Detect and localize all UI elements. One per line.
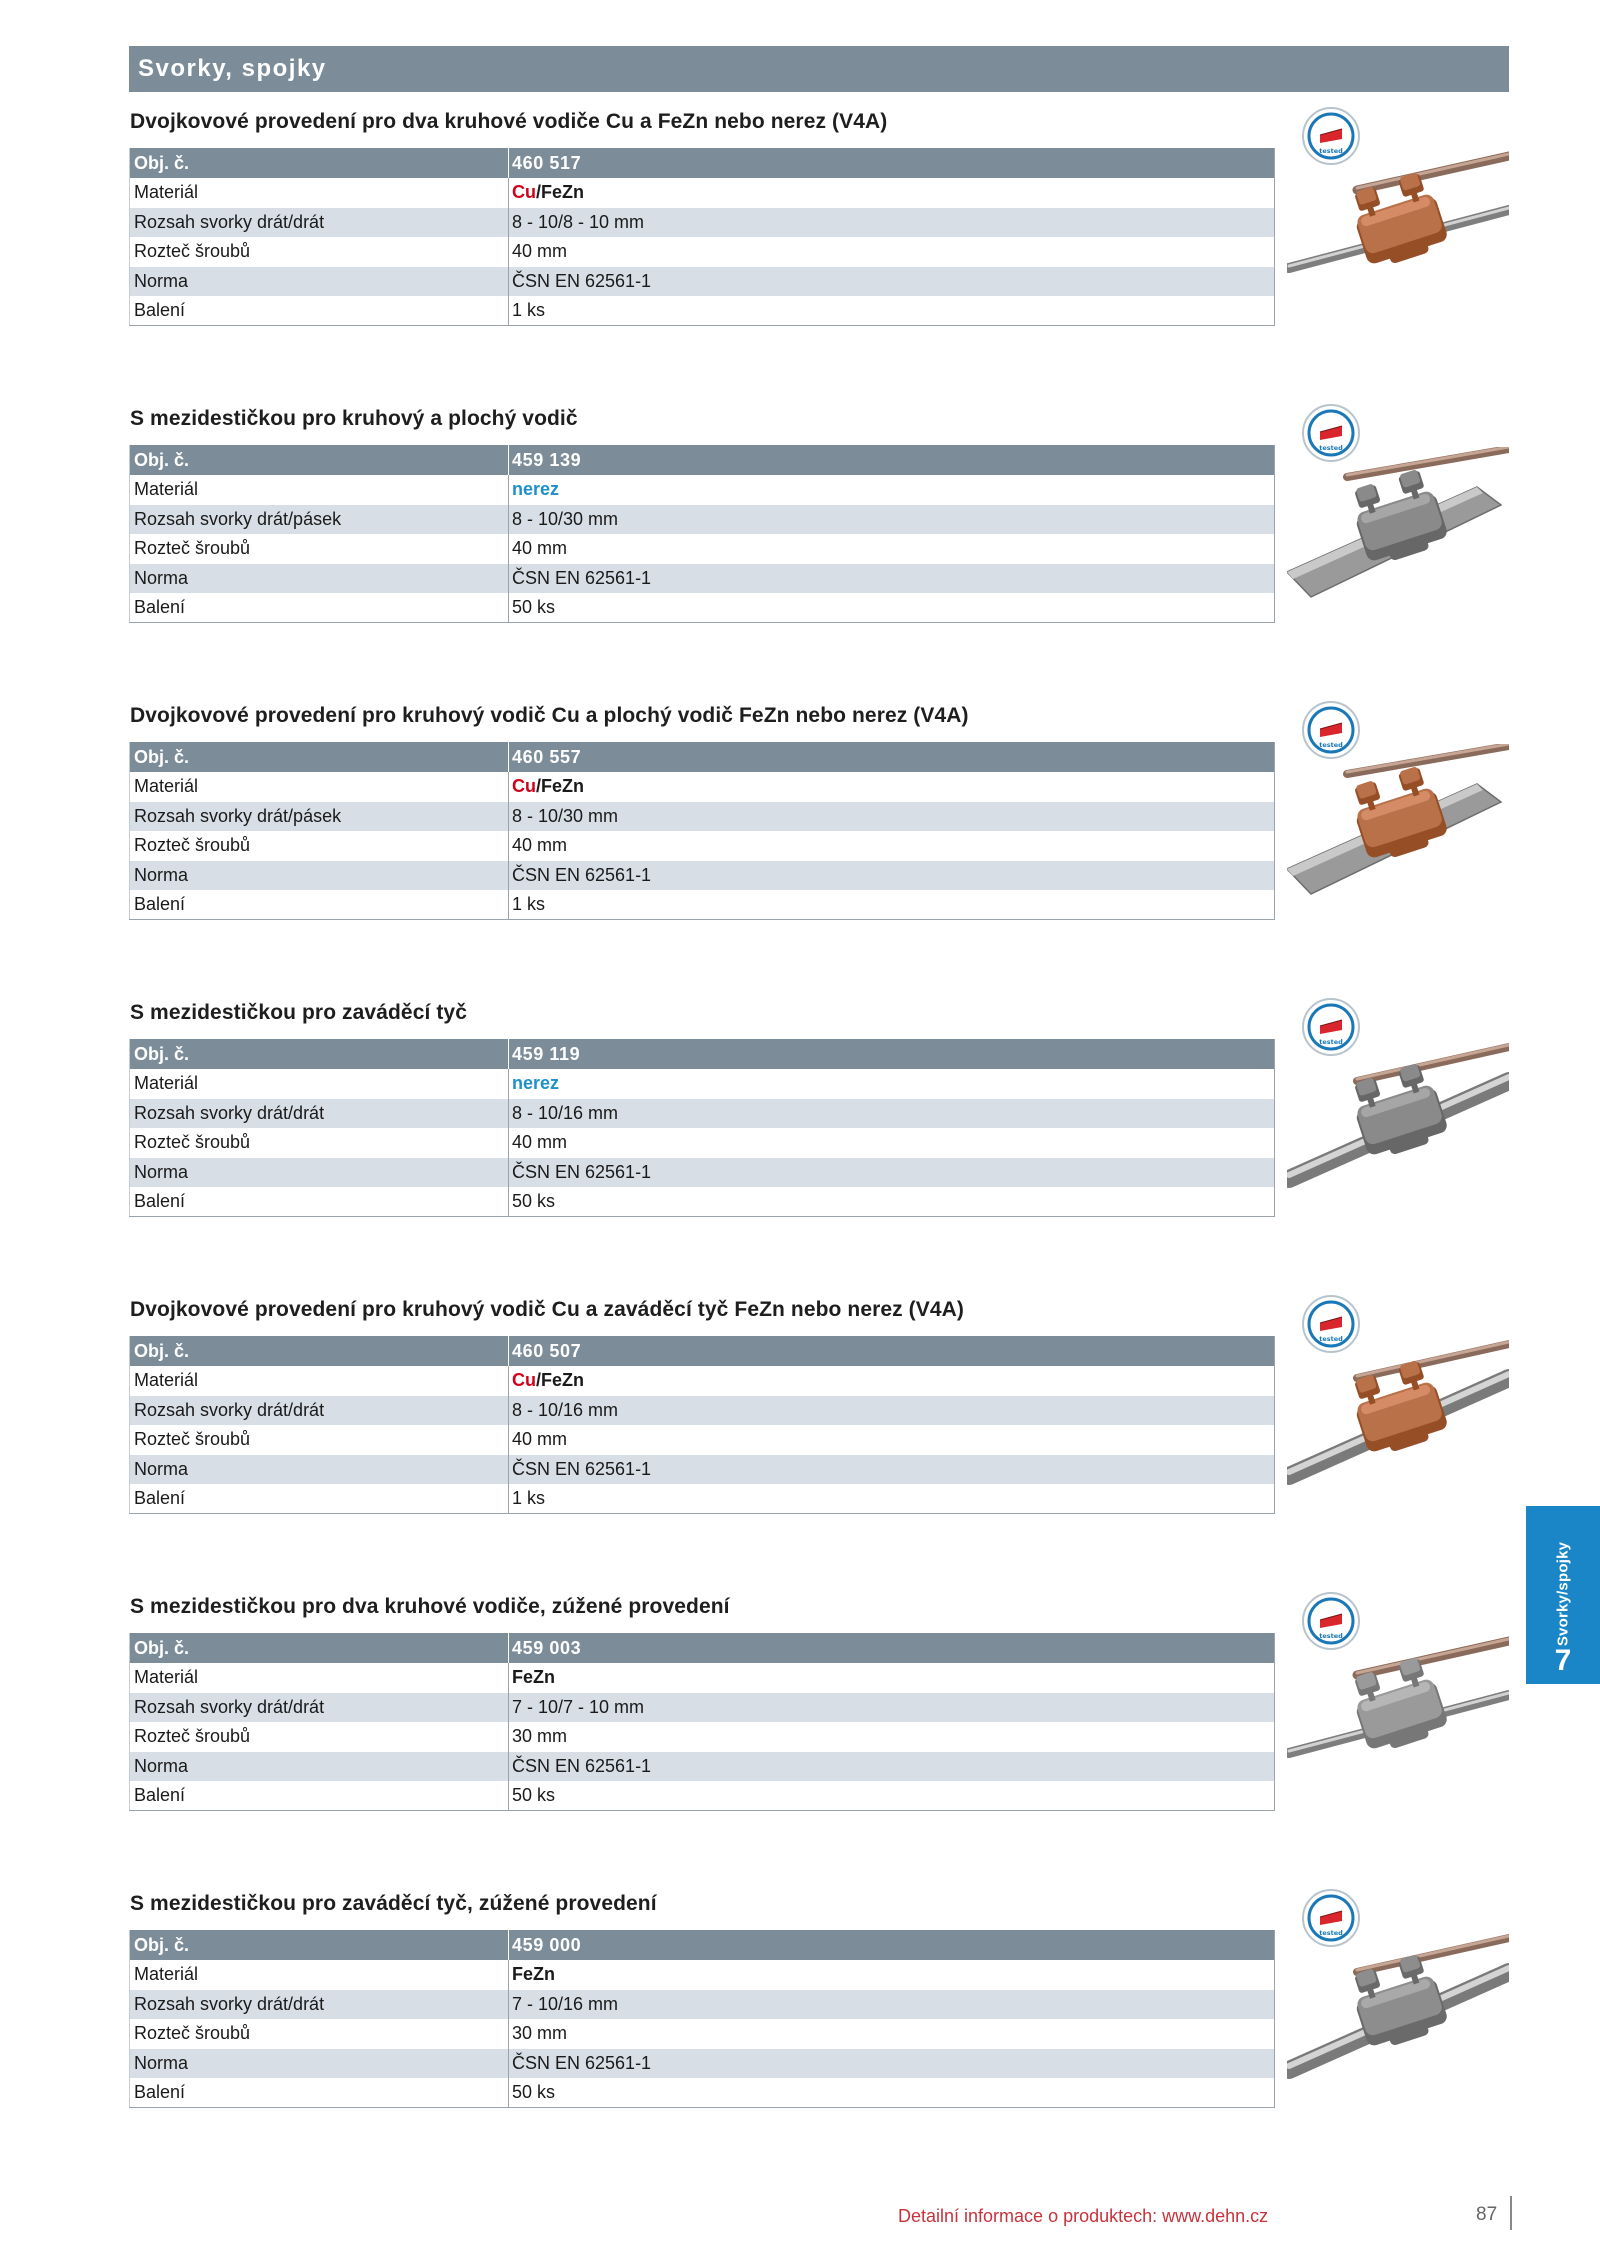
label-norm: Norma [130,267,509,297]
product-block [129,1595,1509,1835]
pack-value: 50 ks [509,593,1275,623]
table-row [130,208,1275,238]
label-norm: Norma [130,1158,509,1188]
footer-divider [1510,2196,1512,2230]
section-title: Svorky, spojky [138,55,327,82]
table-row [130,742,1275,772]
label-spacing: Rozteč šroubů [130,2019,509,2049]
table-row [130,2019,1275,2049]
table-row [130,534,1275,564]
label-norm: Norma [130,861,509,891]
order-number[interactable]: 460 507 [509,1336,1275,1366]
material-separator: / [536,182,542,203]
product-title: S mezidestičkou pro zaváděcí tyč [130,1001,467,1024]
table-row [130,802,1275,832]
order-number[interactable]: 460 517 [509,148,1275,178]
table-row [130,1158,1275,1188]
label-range: Rozsah svorky drát/drát [130,1693,509,1723]
table-row [130,564,1275,594]
range-value: 8 - 10/8 - 10 mm [509,208,1275,238]
spec-table [129,1336,1275,1514]
table-row [130,1069,1275,1099]
range-value: 8 - 10/16 mm [509,1396,1275,1426]
label-range: Rozsah svorky drát/pásek [130,802,509,832]
spec-table [129,148,1275,326]
norm-value: ČSN EN 62561-1 [509,2049,1275,2079]
product-block [129,407,1509,647]
table-row [130,267,1275,297]
material-separator: / [536,1370,542,1391]
range-value: 8 - 10/30 mm [509,505,1275,535]
table-row [130,1099,1275,1129]
label-material: Materiál [130,1663,509,1693]
label-material: Materiál [130,1366,509,1396]
label-pack: Balení [130,1484,509,1514]
spacing-value: 40 mm [509,237,1275,267]
product-title: S mezidestičkou pro kruhový a plochý vodič [130,407,578,430]
label-range: Rozsah svorky drát/pásek [130,505,509,535]
label-material: Materiál [130,475,509,505]
norm-value: ČSN EN 62561-1 [509,1158,1275,1188]
norm-value: ČSN EN 62561-1 [509,1752,1275,1782]
table-row [130,1366,1275,1396]
product-photo [1287,1635,1509,1793]
spec-table [129,742,1275,920]
table-row [130,178,1275,208]
label-pack: Balení [130,296,509,326]
chapter-number: 7 [1554,1644,1572,1677]
svg-text:tested: tested [1319,1038,1343,1046]
svg-text:tested: tested [1319,1335,1343,1343]
label-spacing: Rozteč šroubů [130,1128,509,1158]
label-spacing: Rozteč šroubů [130,831,509,861]
table-row [130,1425,1275,1455]
material-value: FeZn [512,1667,555,1688]
svg-text:tested: tested [1319,1632,1343,1640]
label-range: Rozsah svorky drát/drát [130,1099,509,1129]
range-value: 8 - 10/30 mm [509,802,1275,832]
norm-value: ČSN EN 62561-1 [509,564,1275,594]
material-cell [509,1366,1275,1396]
table-row [130,1187,1275,1217]
footer-link[interactable]: Detailní informace o produktech: www.dehn.cz [898,2206,1269,2226]
spacing-value: 30 mm [509,2019,1275,2049]
product-photo [1287,150,1509,308]
spec-table [129,1039,1275,1217]
label-obj: Obj. č. [130,1039,509,1069]
table-row [130,1693,1275,1723]
table-row [130,1663,1275,1693]
section-header [129,46,1509,92]
label-obj: Obj. č. [130,445,509,475]
pack-value: 50 ks [509,2078,1275,2108]
order-number[interactable]: 459 003 [509,1633,1275,1663]
table-row [130,831,1275,861]
product-photo [1287,447,1509,605]
label-spacing: Rozteč šroubů [130,1425,509,1455]
product-photo [1287,1932,1509,2090]
label-pack: Balení [130,890,509,920]
pack-value: 1 ks [509,296,1275,326]
product-block [129,1001,1509,1241]
label-range: Rozsah svorky drát/drát [130,208,509,238]
pack-value: 50 ks [509,1187,1275,1217]
pack-value: 1 ks [509,1484,1275,1514]
material-fezn: FeZn [541,1370,585,1391]
table-row [130,1990,1275,2020]
product-title: Dvojkovové provedení pro kruhový vodič Cu a zaváděcí tyč FeZn nebo nerez (V4A) [130,1298,965,1321]
pack-value: 1 ks [509,890,1275,920]
label-obj: Obj. č. [130,1336,509,1366]
norm-value: ČSN EN 62561-1 [509,861,1275,891]
label-obj: Obj. č. [130,1930,509,1960]
spacing-value: 40 mm [509,1128,1275,1158]
table-row [130,890,1275,920]
table-row [130,1396,1275,1426]
material-cell [509,1960,1275,1990]
table-row [130,593,1275,623]
table-row [130,1930,1275,1960]
table-row [130,1633,1275,1663]
label-material: Materiál [130,772,509,802]
svg-text:tested: tested [1319,147,1343,155]
order-number[interactable]: 459 000 [509,1930,1275,1960]
table-row [130,475,1275,505]
label-pack: Balení [130,1781,509,1811]
table-row [130,772,1275,802]
page-number: 87 [1476,2204,1498,2225]
label-obj: Obj. č. [130,742,509,772]
svg-text:tested: tested [1319,444,1343,452]
material-value: nerez [512,479,560,500]
range-value: 8 - 10/16 mm [509,1099,1275,1129]
label-norm: Norma [130,1752,509,1782]
svg-text:tested: tested [1319,1929,1343,1937]
spacing-value: 40 mm [509,534,1275,564]
material-separator: / [536,776,542,797]
spec-table [129,445,1275,623]
table-row [130,148,1275,178]
product-block [129,110,1509,350]
product-block [129,1892,1509,2132]
range-value: 7 - 10/7 - 10 mm [509,1693,1275,1723]
product-title: S mezidestičkou pro zaváděcí tyč, zúžené provedení [130,1892,657,1915]
label-range: Rozsah svorky drát/drát [130,1990,509,2020]
chapter-tab[interactable] [1526,1506,1600,1684]
material-cell [509,1663,1275,1693]
table-row [130,1455,1275,1485]
product-title: Dvojkovové provedení pro kruhový vodič Cu a plochý vodič FeZn nebo nerez (V4A) [130,704,969,727]
chapter-tab-label: Svorky/spojky [1554,1541,1572,1647]
material-cu: Cu [512,182,536,203]
table-row [130,296,1275,326]
table-row [130,1722,1275,1752]
product-title: Dvojkovové provedení pro dva kruhové vodiče Cu a FeZn nebo nerez (V4A) [130,110,888,133]
order-number[interactable]: 459 139 [509,445,1275,475]
product-photo [1287,744,1509,902]
table-row [130,1039,1275,1069]
material-fezn: FeZn [541,182,585,203]
product-block [129,1298,1509,1538]
label-pack: Balení [130,2078,509,2108]
spacing-value: 30 mm [509,1722,1275,1752]
table-row [130,237,1275,267]
spec-table [129,1633,1275,1811]
table-row [130,2078,1275,2108]
label-range: Rozsah svorky drát/drát [130,1396,509,1426]
label-obj: Obj. č. [130,148,509,178]
label-pack: Balení [130,1187,509,1217]
spacing-value: 40 mm [509,1425,1275,1455]
table-row [130,1128,1275,1158]
label-spacing: Rozteč šroubů [130,237,509,267]
table-row [130,445,1275,475]
label-material: Materiál [130,1069,509,1099]
label-norm: Norma [130,1455,509,1485]
product-photo [1287,1041,1509,1199]
norm-value: ČSN EN 62561-1 [509,1455,1275,1485]
order-number[interactable]: 460 557 [509,742,1275,772]
table-row [130,505,1275,535]
product-block [129,704,1509,944]
label-material: Materiál [130,1960,509,1990]
label-spacing: Rozteč šroubů [130,1722,509,1752]
label-pack: Balení [130,593,509,623]
spacing-value: 40 mm [509,831,1275,861]
material-cell [509,475,1275,505]
label-material: Materiál [130,178,509,208]
norm-value: ČSN EN 62561-1 [509,267,1275,297]
material-value: nerez [512,1073,560,1094]
svg-text:tested: tested [1319,741,1343,749]
label-norm: Norma [130,564,509,594]
label-spacing: Rozteč šroubů [130,534,509,564]
table-row [130,1960,1275,1990]
table-row [130,1484,1275,1514]
material-cu: Cu [512,1370,536,1391]
order-number[interactable]: 459 119 [509,1039,1275,1069]
table-row [130,1752,1275,1782]
label-norm: Norma [130,2049,509,2079]
material-cell [509,1069,1275,1099]
product-title: S mezidestičkou pro dva kruhové vodiče, zúžené provedení [130,1595,730,1618]
label-obj: Obj. č. [130,1633,509,1663]
pack-value: 50 ks [509,1781,1275,1811]
table-row [130,861,1275,891]
material-cu: Cu [512,776,536,797]
product-photo [1287,1338,1509,1496]
material-value: FeZn [512,1964,555,1985]
material-cell [509,772,1275,802]
material-fezn: FeZn [541,776,585,797]
spec-table [129,1930,1275,2108]
table-row [130,2049,1275,2079]
range-value: 7 - 10/16 mm [509,1990,1275,2020]
table-row [130,1336,1275,1366]
material-cell [509,178,1275,208]
table-row [130,1781,1275,1811]
